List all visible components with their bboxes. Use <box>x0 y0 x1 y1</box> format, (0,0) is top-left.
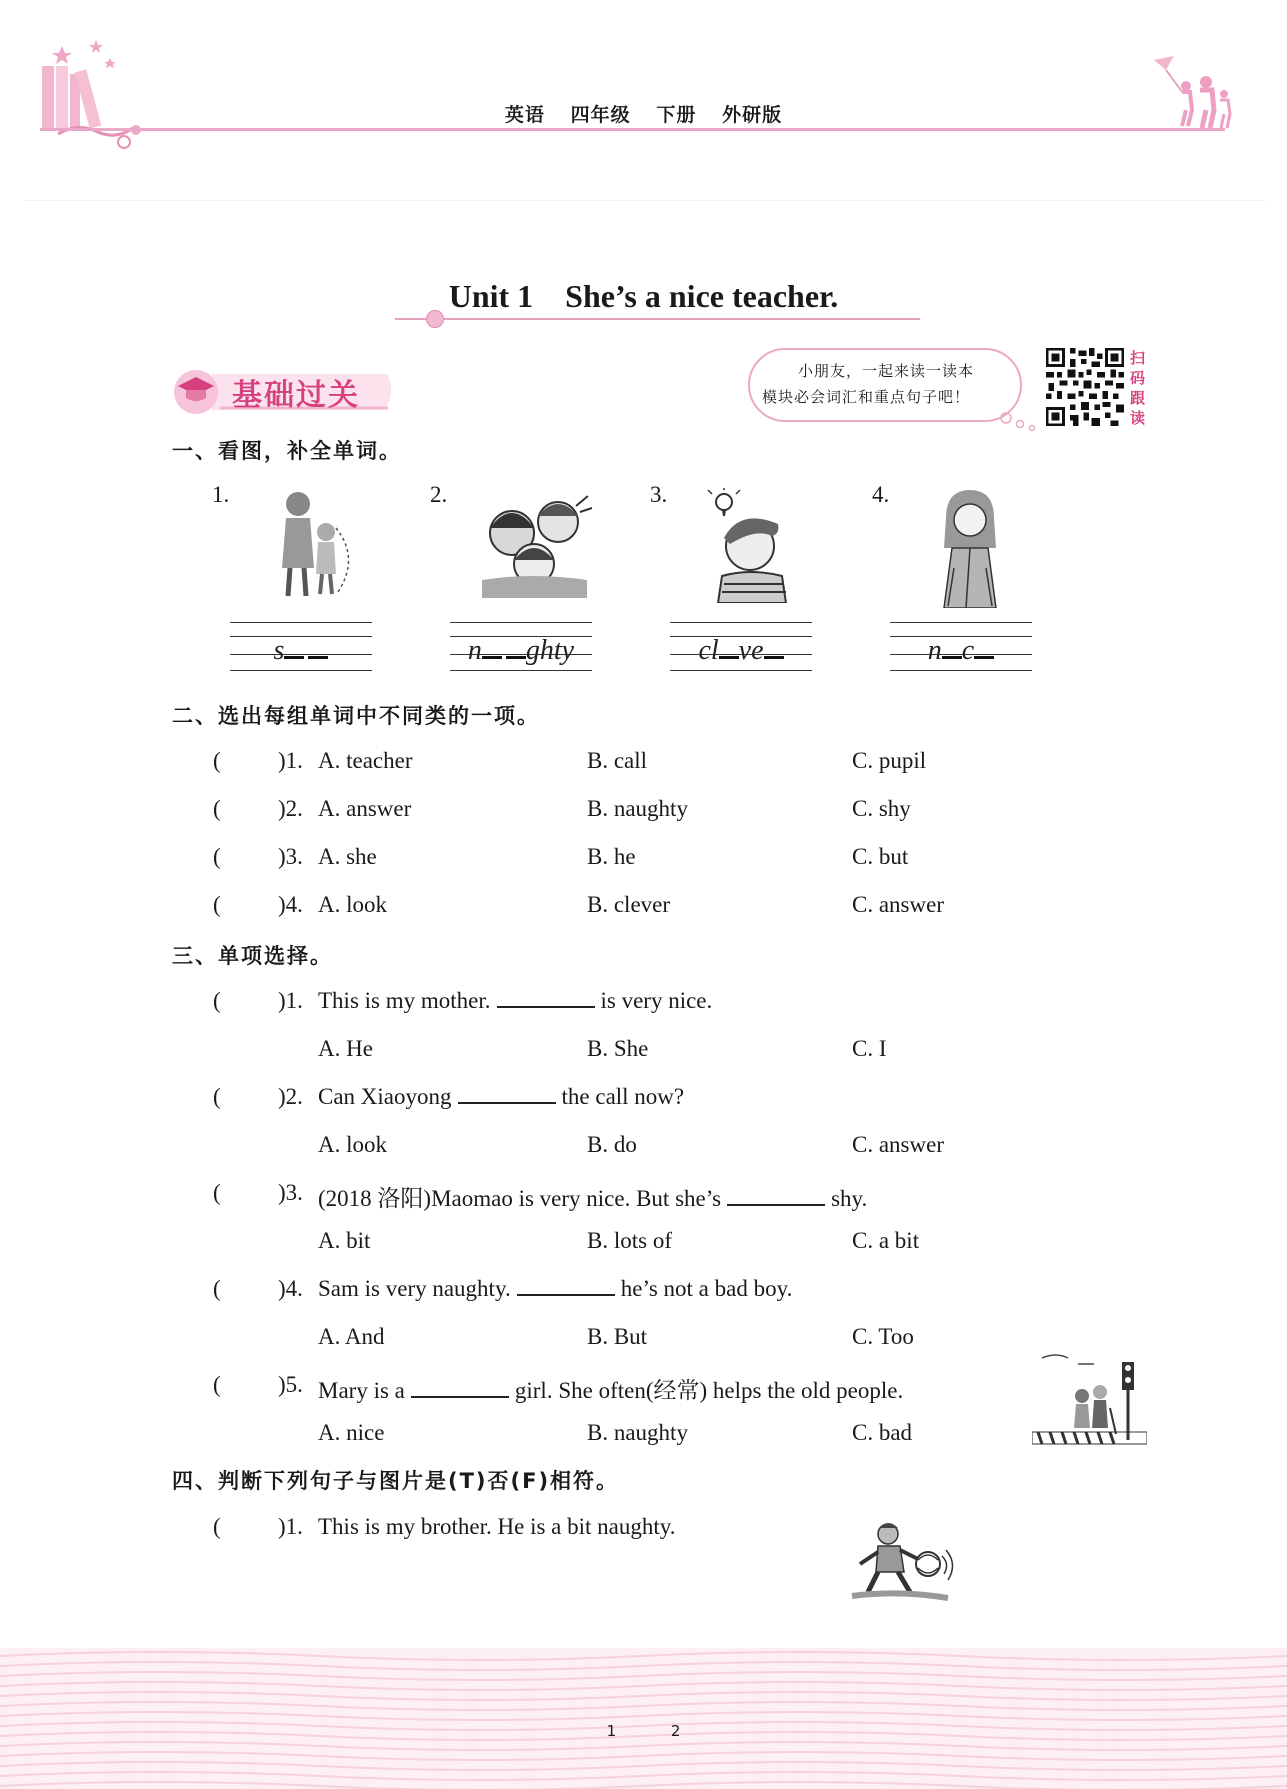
question-text-after: he’s not a bad boy. <box>620 1276 793 1301</box>
option-b: B. he <box>587 844 636 869</box>
option-c: C. Too <box>852 1324 914 1349</box>
answer-paren-open[interactable]: ( <box>213 988 221 1013</box>
option-b: B. clever <box>587 892 671 917</box>
option-a: A. bit <box>318 1228 371 1253</box>
part2-heading: 二、选出每组单词中不同类的一项。 <box>172 704 540 728</box>
part3-heading: 三、单项选择。 <box>172 944 333 968</box>
question-number: )1. <box>278 748 303 773</box>
question-text-after: shy. <box>831 1186 868 1211</box>
fill-blank[interactable] <box>458 1084 556 1104</box>
option-a: A. look <box>318 1132 387 1157</box>
bubble-line-2: 模块必会词汇和重点句子吧！ <box>762 388 971 406</box>
option-b: B. naughty <box>587 1420 688 1445</box>
part3-options-row <box>0 1324 1287 1354</box>
option-b: B. do <box>587 1132 637 1157</box>
scan-char: 码 <box>1130 369 1146 387</box>
part3-options-row <box>0 1036 1287 1066</box>
question-text-before: This is my mother. <box>318 988 491 1013</box>
part4-statement-row <box>0 1514 1287 1544</box>
option-a: A. she <box>318 844 377 869</box>
question-number: )5. <box>278 1372 303 1397</box>
option-a: A. He <box>318 1036 373 1061</box>
question-number: )3. <box>278 844 303 869</box>
option-c: C. answer <box>852 892 944 917</box>
question-text-after: is very nice. <box>600 988 713 1013</box>
option-a: A. nice <box>318 1420 385 1445</box>
word-prefix: n <box>467 635 482 666</box>
question-number: )1. <box>278 1514 303 1539</box>
header-kids-kite-illustration <box>1148 52 1233 132</box>
option-c: C. bad <box>852 1420 913 1445</box>
answer-paren-open[interactable]: ( <box>213 1180 221 1205</box>
part3-options-row <box>0 1132 1287 1162</box>
answer-paren-open[interactable]: ( <box>213 796 221 821</box>
part3-question <box>0 988 1287 1018</box>
header-subject: 英语 <box>504 105 545 126</box>
part1-item-number: 4. <box>872 482 890 507</box>
question-text <box>318 1180 867 1213</box>
option-a: A. And <box>318 1324 385 1349</box>
statement-text: This is my brother. He is a bit naughty. <box>318 1514 676 1539</box>
qr-code-icon[interactable] <box>1046 348 1124 426</box>
option-c: C. answer <box>852 1132 944 1157</box>
answer-paren-open[interactable]: ( <box>213 1514 221 1539</box>
bubble-line-1: 小朋友，一起来读一读本 <box>798 362 975 380</box>
question-text-before: Can Xiaoyong <box>318 1084 452 1109</box>
word-blank[interactable] <box>230 634 372 667</box>
header-books-logo <box>38 36 168 156</box>
question-number: )4. <box>278 1276 303 1301</box>
helping-old-people-illustration <box>1032 1352 1147 1447</box>
answer-paren-open[interactable]: ( <box>213 1276 221 1301</box>
word-prefix: n <box>927 635 942 666</box>
part1-item-number: 3. <box>650 482 668 507</box>
part4-heading: 四、判断下列句子与图片是(T)否(F)相符。 <box>172 1469 620 1493</box>
option-c: C. but <box>852 844 909 869</box>
part2-question-row <box>0 748 1287 778</box>
mother-daughter-illustration <box>268 488 358 603</box>
header-volume: 下册 <box>656 105 697 126</box>
fill-blank[interactable] <box>411 1378 509 1398</box>
part1-item-number: 2. <box>430 482 448 507</box>
word-prefix: cl <box>698 635 719 666</box>
answer-paren-open[interactable]: ( <box>213 1084 221 1109</box>
option-a: A. look <box>318 892 387 917</box>
question-text <box>318 988 712 1014</box>
scan-char: 读 <box>1130 409 1146 427</box>
part3-question <box>0 1276 1287 1306</box>
part3-options-row <box>0 1228 1287 1258</box>
option-c: C. a bit <box>852 1228 920 1253</box>
word-blank[interactable] <box>890 634 1032 667</box>
option-c: C. pupil <box>852 748 927 773</box>
question-text <box>318 1276 792 1302</box>
fill-blank[interactable] <box>517 1276 615 1296</box>
question-number: )3. <box>278 1180 303 1205</box>
part3-question <box>0 1084 1287 1114</box>
question-text <box>318 1084 684 1110</box>
unit-title-dot <box>426 310 444 328</box>
page-number: 1 <box>606 1722 617 1740</box>
word-suffix: ghty <box>525 635 575 666</box>
question-number: )1. <box>278 988 303 1013</box>
option-a: A. teacher <box>318 748 413 773</box>
word-suffix: c <box>961 635 975 666</box>
scan-read-label <box>1130 348 1146 428</box>
option-b: B. lots of <box>587 1228 672 1253</box>
nice-woman-illustration <box>932 488 1007 608</box>
part1-heading: 一、看图，补全单词。 <box>172 439 402 463</box>
scan-char: 跟 <box>1130 389 1146 407</box>
question-text-before: Sam is very naughty. <box>318 1276 511 1301</box>
option-b: B. But <box>587 1324 648 1349</box>
question-text-before: Mary is a <box>318 1378 405 1403</box>
answer-paren-open[interactable]: ( <box>213 1372 221 1397</box>
part3-question <box>0 1180 1287 1210</box>
word-blank[interactable] <box>670 634 812 667</box>
question-number: )2. <box>278 1084 303 1109</box>
part2-question-row <box>0 844 1287 874</box>
option-a: A. answer <box>318 796 412 821</box>
option-b: B. She <box>587 1036 649 1061</box>
option-c: C. I <box>852 1036 887 1061</box>
unit-title: Unit 1 She’s a nice teacher. <box>448 278 839 314</box>
option-b: B. call <box>587 748 648 773</box>
question-text-after: the call now? <box>561 1084 685 1109</box>
part2-question-row <box>0 796 1287 826</box>
page-number: 2 <box>670 1722 681 1740</box>
header-book-info <box>0 100 1287 127</box>
question-number: )2. <box>278 796 303 821</box>
header-rule <box>40 128 1225 131</box>
answer-paren-open[interactable]: ( <box>213 748 221 773</box>
option-b: B. naughty <box>587 796 688 821</box>
boy-with-ball-illustration <box>848 1520 958 1602</box>
answer-paren-open[interactable]: ( <box>213 892 221 917</box>
word-blank[interactable] <box>450 634 592 667</box>
fill-blank[interactable] <box>727 1186 825 1206</box>
unit-title-underline <box>395 318 920 320</box>
word-prefix: s <box>273 635 285 666</box>
naughty-kids-illustration <box>472 488 597 598</box>
bubble-tail <box>1000 412 1044 432</box>
question-text-after: girl. She often(经常) helps the old people. <box>514 1378 904 1403</box>
word-suffix: ve <box>738 635 764 666</box>
question-number: )4. <box>278 892 303 917</box>
footer-wave-band <box>0 1648 1287 1789</box>
scan-char: 扫 <box>1130 349 1146 367</box>
part2-question-row <box>0 892 1287 922</box>
page-numbers <box>0 1722 1287 1740</box>
section-badge-title: 基础过关 <box>232 378 360 413</box>
fill-blank[interactable] <box>497 988 595 1008</box>
header-grade: 四年级 <box>570 105 631 126</box>
question-text-before: (2018 洛阳)Maomao is very nice. But she’s <box>318 1186 722 1211</box>
part1-item-number: 1. <box>212 482 230 507</box>
clever-boy-illustration <box>700 488 795 603</box>
header-separator <box>25 200 1265 201</box>
answer-paren-open[interactable]: ( <box>213 844 221 869</box>
option-c: C. shy <box>852 796 911 821</box>
question-text <box>318 1372 903 1405</box>
header-edition: 外研版 <box>722 105 783 126</box>
